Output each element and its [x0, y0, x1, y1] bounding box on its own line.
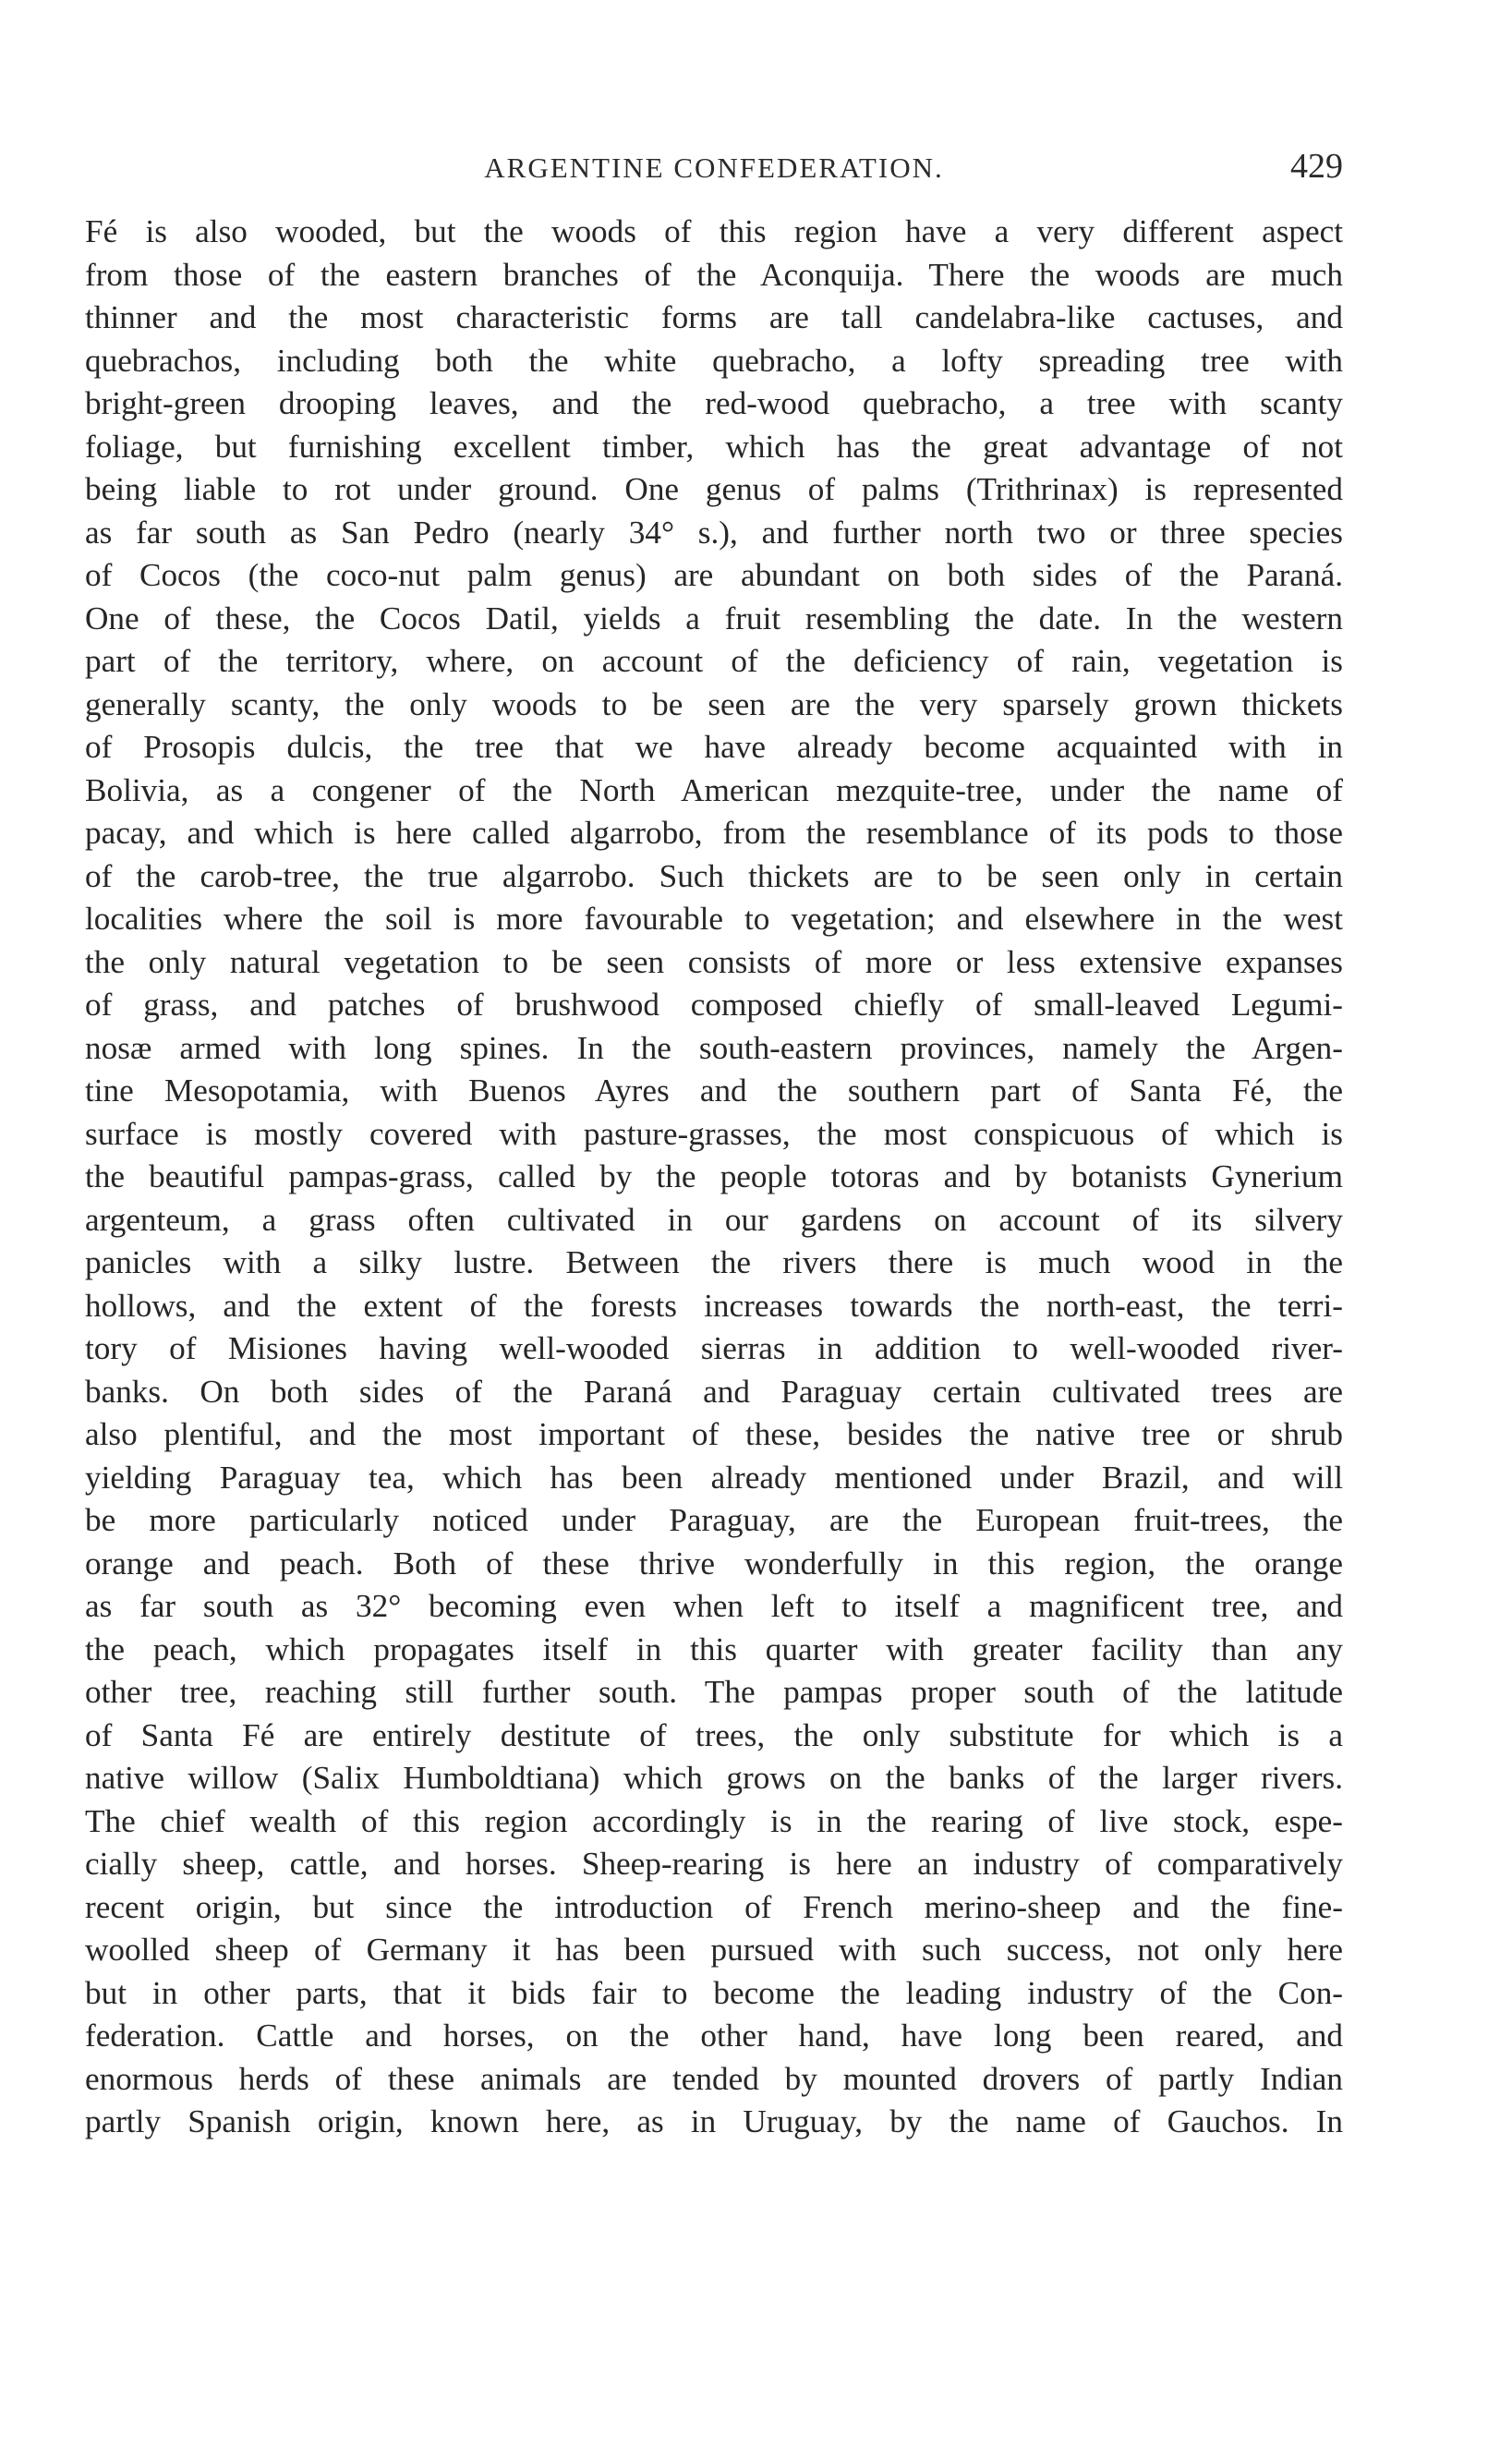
text-line: One of these, the Cocos Datil, yields a fruit resembling the date. In the western: [85, 600, 1343, 636]
text-line: panicles with a silky lustre. Between the rivers there is much wood in the: [85, 1244, 1343, 1280]
text-line: of Santa Fé are entirely destitute of trees, the only substitute for which is a: [85, 1716, 1343, 1753]
text-line: native willow (Salix Humboldtiana) which grows on the banks of the larger rivers.: [85, 1760, 1343, 1796]
text-line: of Cocos (the coco-nut palm genus) are abundant on both sides of the Paraná.: [85, 557, 1343, 593]
text-line: the beautiful pampas-grass, called by the people totoras and by botanists Gynerium: [85, 1158, 1343, 1194]
text-line: part of the territory, where, on account of the deficiency of rain, vegetation is: [85, 643, 1343, 679]
text-line: hollows, and the extent of the forests increases towards the north-east, the terri-: [85, 1287, 1343, 1324]
running-title: ARGENTINE CONFEDERATION.: [484, 151, 944, 184]
text-line: The chief wealth of this region accordingly is in the rearing of live stock, espe-: [85, 1802, 1343, 1839]
text-line: yielding Paraguay tea, which has been already mentioned under Brazil, and will: [85, 1459, 1343, 1496]
text-line: banks. On both sides of the Paraná and Paraguay certain cultivated trees are: [85, 1373, 1343, 1410]
text-line: tory of Misiones having well-wooded sierras in addition to well-wooded river-: [85, 1330, 1343, 1366]
text-line: generally scanty, the only woods to be seen are the very sparsely grown thickets: [85, 685, 1343, 722]
text-line: the peach, which propagates itself in this quarter with greater facility than any: [85, 1630, 1343, 1667]
text-line: quebrachos, including both the white quebracho, a lofty spreading tree with: [85, 342, 1343, 379]
text-line: surface is mostly covered with pasture-grasses, the most conspicuous of which is: [85, 1115, 1343, 1152]
text-line: partly Spanish origin, known here, as in Uruguay, by the name of Gauchos. In: [85, 2103, 1343, 2139]
text-line: the only natural vegetation to be seen consists of more or less extensive expanses: [85, 943, 1343, 980]
text-line: be more particularly noticed under Paraguay, are the European fruit-trees, the: [85, 1502, 1343, 1538]
text-line: federation. Cattle and horses, on the other hand, have long been reared, and: [85, 2018, 1343, 2054]
text-line: of grass, and patches of brushwood composed chiefly of small-leaved Legumi-: [85, 987, 1343, 1023]
text-line: Bolivia, as a congener of the North American mezquite-tree, under the name of: [85, 771, 1343, 808]
text-line: thinner and the most characteristic forms are tall candelabra-like cactuses, and: [85, 299, 1343, 335]
text-line: cially sheep, cattle, and horses. Sheep-rearing is here an industry of comparatively: [85, 1846, 1343, 1882]
text-line: bright-green drooping leaves, and the red-wood quebracho, a tree with scanty: [85, 385, 1343, 421]
body-text: [85, 211, 1343, 2144]
text-line: Fé is also wooded, but the woods of this region have a very different aspect: [85, 213, 1343, 249]
text-line: but in other parts, that it bids fair to become the leading industry of the Con-: [85, 1974, 1343, 2011]
text-line: recent origin, but since the introduction of French merino-sheep and the fine-: [85, 1888, 1343, 1925]
text-line: tine Mesopotamia, with Buenos Ayres and the southern part of Santa Fé, the: [85, 1073, 1343, 1109]
text-line: argenteum, a grass often cultivated in our gardens on account of its silvery: [85, 1201, 1343, 1238]
text-line: from those of the eastern branches of the Aconquija. There the woods are much: [85, 256, 1343, 293]
running-head: [85, 146, 1343, 192]
text-line: localities where the soil is more favourable to vegetation; and elsewhere in the west: [85, 901, 1343, 937]
text-line: being liable to rot under ground. One genus of palms (Trithrinax) is represented: [85, 471, 1343, 507]
text-line: pacay, and which is here called algarrobo, from the resemblance of its pods to those: [85, 815, 1343, 851]
text-line: also plentiful, and the most important of these, besides the native tree or shrub: [85, 1416, 1343, 1452]
page-number: 429: [1290, 147, 1343, 186]
text-line: of the carob-tree, the true algarrobo. Such thickets are to be seen only in certain: [85, 857, 1343, 894]
text-line: foliage, but furnishing excellent timber, which has the great advantage of not: [85, 428, 1343, 465]
text-line: as far south as San Pedro (nearly 34° s.), and further north two or three species: [85, 514, 1343, 551]
text-line: enormous herds of these animals are tended by mounted drovers of partly Indian: [85, 2060, 1343, 2097]
text-line: other tree, reaching still further south. The pampas proper south of the latitude: [85, 1674, 1343, 1710]
text-line: orange and peach. Both of these thrive wonderfully in this region, the orange: [85, 1545, 1343, 1582]
text-line: of Prosopis dulcis, the tree that we have already become acquainted with in: [85, 729, 1343, 765]
text-line: nosæ armed with long spines. In the south-eastern provinces, namely the Argen-: [85, 1029, 1343, 1066]
text-line: woolled sheep of Germany it has been pursued with such success, not only here: [85, 1932, 1343, 1968]
text-line: as far south as 32° becoming even when left to itself a magnificent tree, and: [85, 1588, 1343, 1624]
